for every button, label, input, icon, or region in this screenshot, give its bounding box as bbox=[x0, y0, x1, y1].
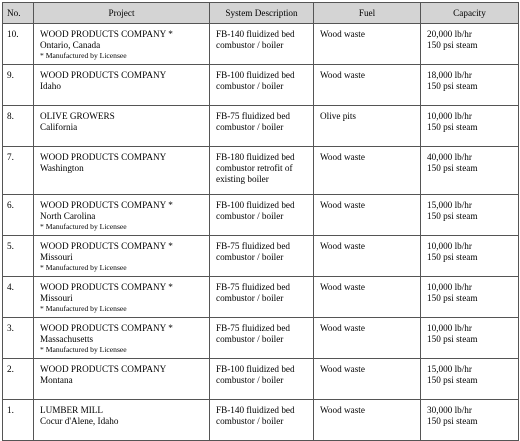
capacity-pressure: 150 psi steam bbox=[427, 375, 478, 385]
capacity-cell bbox=[421, 400, 519, 441]
capacity-pressure: 150 psi steam bbox=[427, 252, 478, 262]
row-number bbox=[3, 236, 34, 277]
project-name: WOOD PRODUCTS COMPANY * bbox=[40, 282, 173, 292]
system-description-cell bbox=[210, 277, 314, 318]
capacity-pressure: 150 psi steam bbox=[427, 211, 478, 221]
capacity-cell bbox=[421, 318, 519, 359]
system-line-2: combustor retrofit of bbox=[216, 163, 293, 173]
capacity-rate: 10,000 lb/hr bbox=[427, 111, 472, 121]
fuel-text: Wood waste bbox=[320, 364, 365, 374]
licensee-note: * Manufactured by Licensee bbox=[40, 222, 127, 231]
row-number bbox=[3, 65, 34, 106]
capacity-rate: 15,000 lb/hr bbox=[427, 364, 472, 374]
fuel-text: Wood waste bbox=[320, 70, 365, 80]
row-number-text: 5. bbox=[7, 241, 14, 251]
table-row bbox=[3, 236, 519, 277]
project-location: Washington bbox=[40, 163, 84, 173]
capacity-rate: 10,000 lb/hr bbox=[427, 241, 472, 251]
row-number-text: 2. bbox=[7, 364, 14, 374]
row-number-text: 10. bbox=[7, 29, 19, 39]
header-project: Project bbox=[34, 3, 210, 24]
capacity-pressure: 150 psi steam bbox=[427, 122, 478, 132]
project-name: WOOD PRODUCTS COMPANY bbox=[40, 364, 167, 374]
fuel-cell bbox=[314, 24, 421, 65]
system-line-1: FB-100 fluidized bed bbox=[216, 364, 295, 374]
capacity-rate: 10,000 lb/hr bbox=[427, 282, 472, 292]
fuel-text: Olive pits bbox=[320, 111, 356, 121]
system-line-1: FB-75 fluidized bed bbox=[216, 111, 290, 121]
system-line-1: FB-75 fluidized bed bbox=[216, 241, 290, 251]
system-line-2: combustor / boiler bbox=[216, 81, 284, 91]
capacity-pressure: 150 psi steam bbox=[427, 40, 478, 50]
capacity-rate: 20,000 lb/hr bbox=[427, 29, 472, 39]
system-description-cell bbox=[210, 359, 314, 400]
capacity-cell bbox=[421, 65, 519, 106]
project-cell bbox=[34, 195, 210, 236]
table-row bbox=[3, 195, 519, 236]
row-number bbox=[3, 195, 34, 236]
table-row bbox=[3, 147, 519, 195]
table-row bbox=[3, 277, 519, 318]
system-line-2: combustor / boiler bbox=[216, 122, 284, 132]
row-number bbox=[3, 24, 34, 65]
project-location: California bbox=[40, 122, 78, 132]
fuel-text: Wood waste bbox=[320, 29, 365, 39]
fuel-cell bbox=[314, 318, 421, 359]
system-line-2: combustor / boiler bbox=[216, 334, 284, 344]
table-row bbox=[3, 24, 519, 65]
table-row bbox=[3, 65, 519, 106]
system-line-2: combustor / boiler bbox=[216, 375, 284, 385]
row-number-text: 7. bbox=[7, 152, 14, 162]
project-cell bbox=[34, 400, 210, 441]
capacity-pressure: 150 psi steam bbox=[427, 334, 478, 344]
project-location: North Carolina bbox=[40, 211, 96, 221]
project-name: WOOD PRODUCTS COMPANY * bbox=[40, 29, 173, 39]
system-line-3: existing boiler bbox=[216, 174, 269, 184]
fuel-text: Wood waste bbox=[320, 152, 365, 162]
project-name: WOOD PRODUCTS COMPANY bbox=[40, 70, 167, 80]
project-location: Ontario, Canada bbox=[40, 40, 101, 50]
system-line-2: combustor / boiler bbox=[216, 252, 284, 262]
project-cell bbox=[34, 24, 210, 65]
capacity-cell bbox=[421, 147, 519, 195]
system-line-1: FB-100 fluidized bed bbox=[216, 70, 295, 80]
system-description-cell bbox=[210, 65, 314, 106]
system-line-1: FB-75 fluidized bed bbox=[216, 282, 290, 292]
row-number-text: 8. bbox=[7, 111, 14, 121]
capacity-pressure: 150 psi steam bbox=[427, 416, 478, 426]
row-number bbox=[3, 318, 34, 359]
capacity-cell bbox=[421, 24, 519, 65]
row-number bbox=[3, 400, 34, 441]
licensee-note: * Manufactured by Licensee bbox=[40, 51, 127, 60]
system-description-cell bbox=[210, 106, 314, 147]
licensee-note: * Manufactured by Licensee bbox=[40, 345, 127, 354]
project-name: WOOD PRODUCTS COMPANY * bbox=[40, 241, 173, 251]
capacity-pressure: 150 psi steam bbox=[427, 81, 478, 91]
project-location: Cocur d'Alene, Idaho bbox=[40, 416, 119, 426]
system-description-cell bbox=[210, 318, 314, 359]
project-cell bbox=[34, 277, 210, 318]
row-number-text: 1. bbox=[7, 405, 14, 415]
table-row bbox=[3, 359, 519, 400]
project-cell bbox=[34, 359, 210, 400]
fuel-cell bbox=[314, 195, 421, 236]
project-name: LUMBER MILL bbox=[40, 405, 104, 415]
header-no: No. bbox=[3, 3, 34, 24]
licensee-note: * Manufactured by Licensee bbox=[40, 304, 127, 313]
system-description-cell bbox=[210, 195, 314, 236]
table-row bbox=[3, 318, 519, 359]
system-description-cell bbox=[210, 147, 314, 195]
capacity-pressure: 150 psi steam bbox=[427, 293, 478, 303]
system-line-1: FB-75 fluidized bed bbox=[216, 323, 290, 333]
capacity-cell bbox=[421, 195, 519, 236]
project-name: OLIVE GROWERS bbox=[40, 111, 115, 121]
fuel-cell bbox=[314, 65, 421, 106]
installations-table bbox=[2, 2, 519, 441]
capacity-pressure: 150 psi steam bbox=[427, 163, 478, 173]
header-system-description: System Description bbox=[210, 3, 314, 24]
system-line-2: combustor / boiler bbox=[216, 40, 284, 50]
fuel-cell bbox=[314, 277, 421, 318]
row-number-text: 6. bbox=[7, 200, 14, 210]
project-cell bbox=[34, 147, 210, 195]
header-row bbox=[3, 3, 519, 24]
capacity-cell bbox=[421, 359, 519, 400]
row-number-text: 4. bbox=[7, 282, 14, 292]
project-cell bbox=[34, 65, 210, 106]
fuel-cell bbox=[314, 359, 421, 400]
capacity-rate: 40,000 lb/hr bbox=[427, 152, 472, 162]
system-description-cell bbox=[210, 400, 314, 441]
row-number bbox=[3, 106, 34, 147]
project-location: Massachusetts bbox=[40, 334, 94, 344]
header-fuel: Fuel bbox=[314, 3, 421, 24]
project-name: WOOD PRODUCTS COMPANY * bbox=[40, 200, 173, 210]
capacity-cell bbox=[421, 277, 519, 318]
system-line-2: combustor / boiler bbox=[216, 293, 284, 303]
project-name: WOOD PRODUCTS COMPANY * bbox=[40, 323, 173, 333]
fuel-text: Wood waste bbox=[320, 200, 365, 210]
project-cell bbox=[34, 236, 210, 277]
licensee-note: * Manufactured by Licensee bbox=[40, 263, 127, 272]
row-number-text: 9. bbox=[7, 70, 14, 80]
row-number bbox=[3, 147, 34, 195]
capacity-cell bbox=[421, 106, 519, 147]
system-line-1: FB-180 fluidized bed bbox=[216, 152, 295, 162]
fuel-cell bbox=[314, 147, 421, 195]
system-line-1: FB-140 fluidized bed bbox=[216, 29, 295, 39]
fuel-text: Wood waste bbox=[320, 241, 365, 251]
fuel-text: Wood waste bbox=[320, 282, 365, 292]
system-description-cell bbox=[210, 236, 314, 277]
fuel-cell bbox=[314, 106, 421, 147]
project-name: WOOD PRODUCTS COMPANY bbox=[40, 152, 167, 162]
fuel-cell bbox=[314, 400, 421, 441]
capacity-rate: 18,000 lb/hr bbox=[427, 70, 472, 80]
fuel-text: Wood waste bbox=[320, 323, 365, 333]
fuel-text: Wood waste bbox=[320, 405, 365, 415]
project-location: Idaho bbox=[40, 81, 61, 91]
row-number bbox=[3, 359, 34, 400]
row-number bbox=[3, 277, 34, 318]
system-line-2: combustor / boiler bbox=[216, 416, 284, 426]
project-location: Montana bbox=[40, 375, 73, 385]
project-cell bbox=[34, 318, 210, 359]
capacity-rate: 15,000 lb/hr bbox=[427, 200, 472, 210]
fuel-cell bbox=[314, 236, 421, 277]
capacity-rate: 30,000 lb/hr bbox=[427, 405, 472, 415]
table-row bbox=[3, 400, 519, 441]
system-line-1: FB-140 fluidized bed bbox=[216, 405, 295, 415]
project-cell bbox=[34, 106, 210, 147]
project-location: Missouri bbox=[40, 252, 73, 262]
table-row bbox=[3, 106, 519, 147]
system-line-2: combustor / boiler bbox=[216, 211, 284, 221]
capacity-rate: 10,000 lb/hr bbox=[427, 323, 472, 333]
system-line-1: FB-100 fluidized bed bbox=[216, 200, 295, 210]
row-number-text: 3. bbox=[7, 323, 14, 333]
capacity-cell bbox=[421, 236, 519, 277]
header-capacity: Capacity bbox=[421, 3, 519, 24]
system-description-cell bbox=[210, 24, 314, 65]
project-location: Missouri bbox=[40, 293, 73, 303]
